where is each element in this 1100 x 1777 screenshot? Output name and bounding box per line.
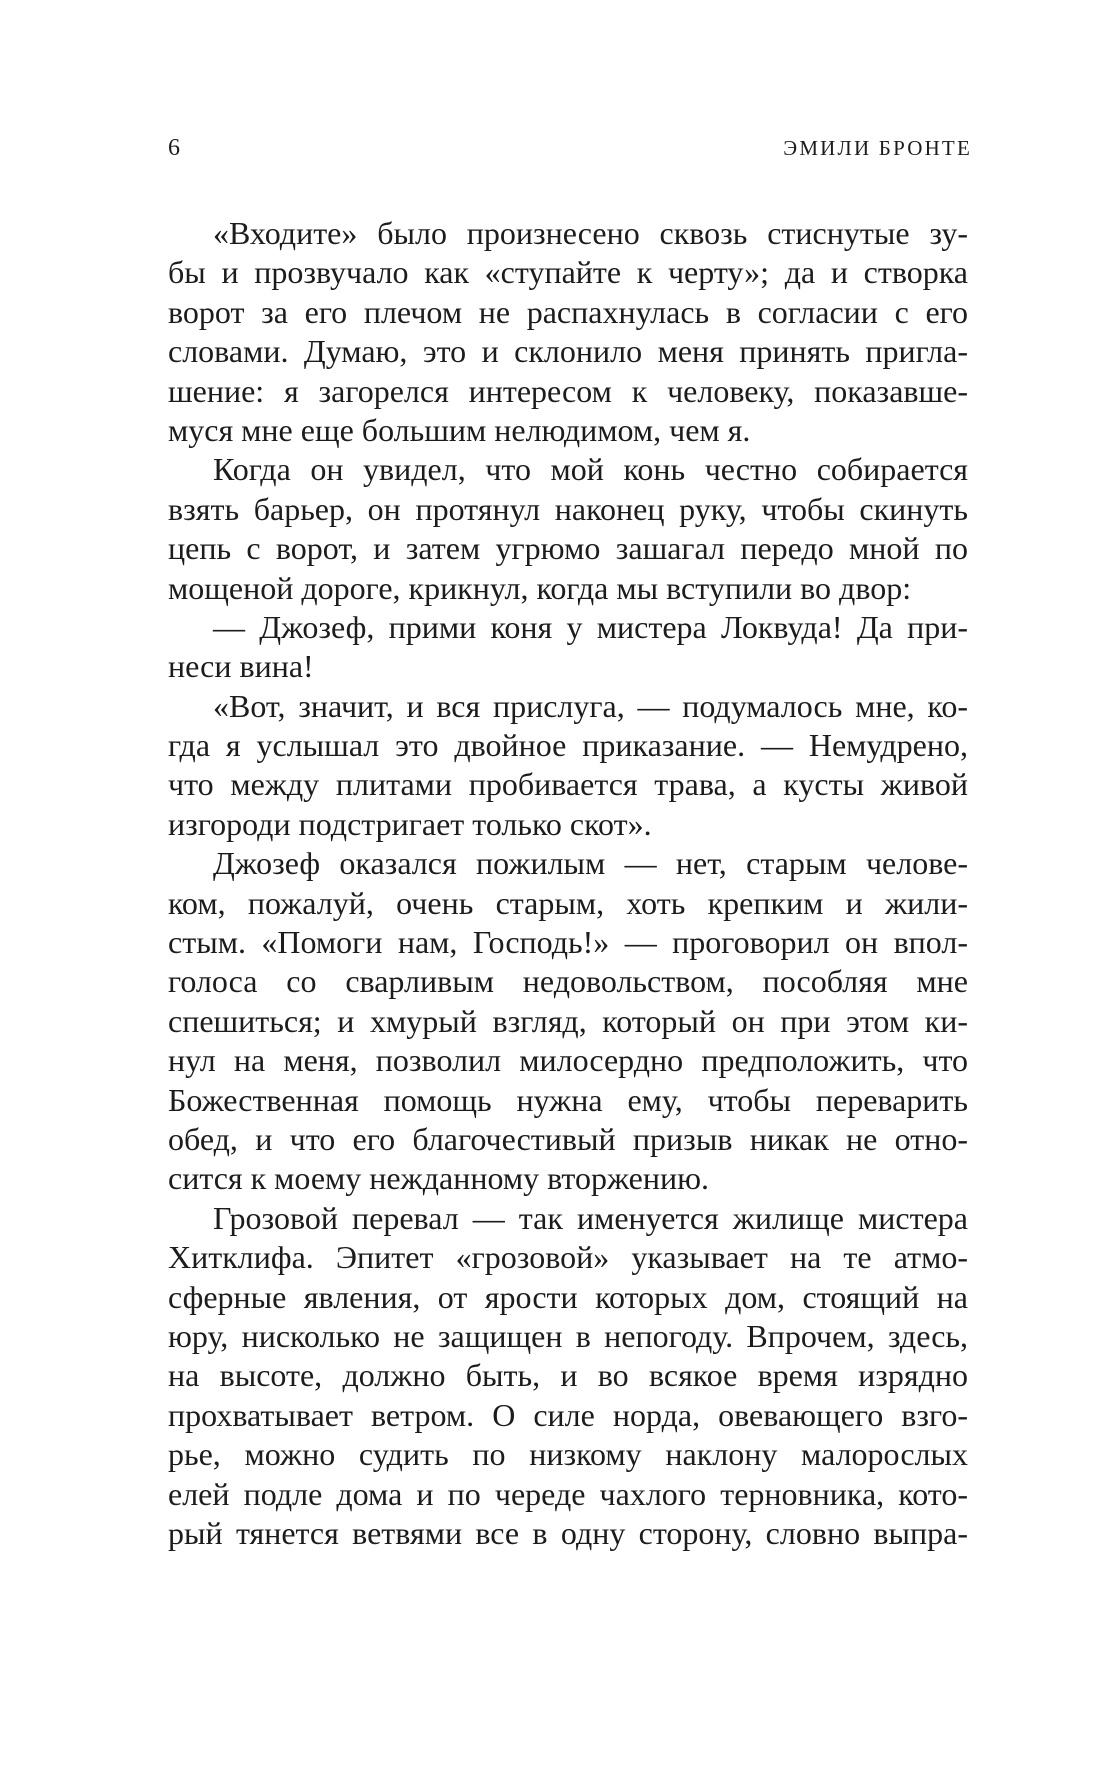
text-line: юру, нисколько не защищен в непогоду. Впрочем, здесь, bbox=[168, 1317, 968, 1354]
text-line: мощеной дороге, крикнул, когда мы вступили во двор: bbox=[168, 569, 912, 606]
text-line: сферные явления, от ярости которых дом, стоящий на bbox=[168, 1278, 968, 1315]
text-line: Грозовой перевал — так именуется жилище мистера bbox=[213, 1199, 968, 1236]
text-line: Джозеф оказался пожилым — нет, старым челове- bbox=[213, 845, 968, 882]
paragraph bbox=[168, 1199, 968, 1554]
text-line: словами. Думаю, это и склонило меня принять пригла- bbox=[168, 333, 968, 370]
text-line: «Вот, значит, и вся прислуга, — подумалось мне, ко- bbox=[213, 687, 968, 724]
text-line: взять барьер, он протянул наконец руку, чтобы скинуть bbox=[168, 490, 968, 527]
page-number: 6 bbox=[168, 135, 180, 161]
text-line: изгороди подстригает только скот». bbox=[168, 805, 652, 842]
text-line: нул на меня, позволил милосердно предположить, что bbox=[168, 1042, 968, 1079]
text-line: рье, можно судить по низкому наклону малорослых bbox=[168, 1436, 968, 1473]
text-line: бы и прозвучало как «ступайте к черту»; да и створка bbox=[168, 254, 968, 291]
text-line: спешиться; и хмурый взгляд, который он при этом ки- bbox=[168, 1002, 968, 1039]
text-line: голоса со сварливым недовольством, пособляя мне bbox=[168, 963, 968, 1000]
running-head bbox=[168, 132, 972, 164]
text-line: цепь с ворот, и затем угрюмо зашагал передо мной по bbox=[168, 530, 968, 567]
text-line: гда я услышал это двойное приказание. — Немудрено, bbox=[168, 727, 968, 764]
running-title: ЭМИЛИ БРОНТЕ bbox=[783, 136, 972, 160]
text-line: неси вина! bbox=[168, 648, 314, 685]
paragraph bbox=[168, 608, 968, 687]
text-line: рый тянется ветвями все в одну сторону, словно выпра- bbox=[168, 1514, 968, 1551]
text-line: шение: я загорелся интересом к человеку, показавше- bbox=[168, 372, 968, 409]
paragraph bbox=[168, 844, 968, 1199]
paragraph bbox=[168, 214, 968, 450]
text-line: Божественная помощь нужна ему, чтобы переварить bbox=[168, 1081, 968, 1118]
text-line: ворот за его плечом не распахнулась в согласии с его bbox=[168, 293, 968, 330]
text-line: прохватывает ветром. О силе норда, овевающего взго- bbox=[168, 1396, 968, 1433]
text-line: елей подле дома и по череде чахлого терновника, кото- bbox=[168, 1475, 968, 1512]
text-line: муся мне еще большим нелюдимом, чем я. bbox=[168, 411, 751, 448]
text-line: «Входите» было произнесено сквозь стиснутые зу- bbox=[213, 215, 968, 251]
text-line: — Джозеф, прими коня у мистера Локвуда! Да при- bbox=[213, 608, 968, 645]
paragraph bbox=[168, 450, 968, 608]
text-line: Когда он увидел, что мой конь честно собирается bbox=[213, 451, 968, 488]
text-line: обед, и что его благочестивый призыв никак не отно- bbox=[168, 1120, 968, 1157]
text-line: ком, пожалуй, очень старым, хоть крепким и жили- bbox=[168, 884, 968, 921]
text-line: стым. «Помоги нам, Господь!» — проговорил он впол- bbox=[168, 924, 968, 961]
text-line: что между плитами пробивается трава, а кусты живой bbox=[168, 766, 968, 803]
text-line: Хитклифа. Эпитет «грозовой» указывает на те атмо- bbox=[168, 1239, 968, 1276]
paragraph bbox=[168, 687, 968, 845]
text-line: на высоте, должно быть, и во всякое время изрядно bbox=[168, 1357, 968, 1394]
body-text bbox=[168, 214, 968, 1553]
text-line: сится к моему нежданному вторжению. bbox=[168, 1160, 709, 1197]
